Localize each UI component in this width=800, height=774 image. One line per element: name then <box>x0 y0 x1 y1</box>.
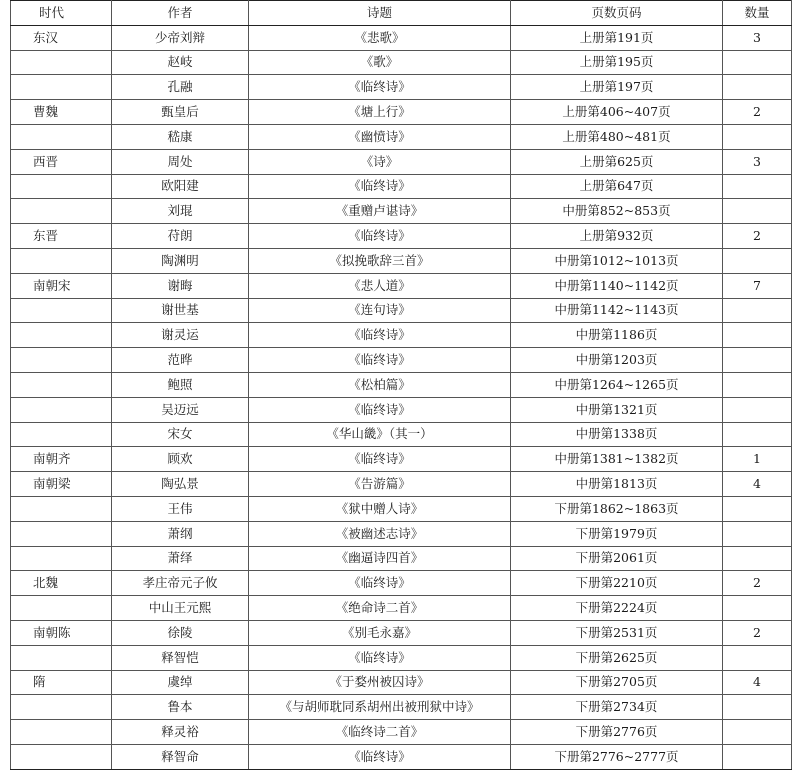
table-row <box>11 149 792 174</box>
table-row <box>11 397 792 422</box>
era-cell: 隋 <box>11 670 112 695</box>
header-era: 时代 <box>11 1 112 26</box>
count-cell <box>723 50 792 75</box>
page-ref-cell: 中册第1140~1142页 <box>511 273 723 298</box>
count-cell <box>723 645 792 670</box>
poem-title-cell: 《临终诗》 <box>249 224 511 249</box>
poem-title-cell: 《塘上行》 <box>249 100 511 125</box>
header-row <box>11 1 792 26</box>
table-row <box>11 620 792 645</box>
table-row <box>11 75 792 100</box>
poem-title-cell: 《临终诗》 <box>249 75 511 100</box>
author-cell: 孝庄帝元子攸 <box>112 571 249 596</box>
table-row <box>11 744 792 769</box>
table-row <box>11 645 792 670</box>
table-row <box>11 124 792 149</box>
page-ref-cell: 下册第1979页 <box>511 521 723 546</box>
table-row <box>11 372 792 397</box>
era-cell <box>11 720 112 745</box>
count-cell <box>723 124 792 149</box>
page-ref-cell: 中册第1381~1382页 <box>511 447 723 472</box>
poem-title-cell: 《临终诗》 <box>249 645 511 670</box>
count-cell <box>723 75 792 100</box>
author-cell: 谢灵运 <box>112 323 249 348</box>
table-body <box>11 25 792 769</box>
era-cell: 东晋 <box>11 224 112 249</box>
era-cell: 南朝陈 <box>11 620 112 645</box>
table-row <box>11 298 792 323</box>
era-cell: 西晋 <box>11 149 112 174</box>
page-ref-cell: 上册第406~407页 <box>511 100 723 125</box>
era-cell: 南朝齐 <box>11 447 112 472</box>
poem-title-cell: 《告游篇》 <box>249 472 511 497</box>
header-pages: 页数页码 <box>511 1 723 26</box>
table-row <box>11 496 792 521</box>
table-row <box>11 472 792 497</box>
poem-title-cell: 《悲人道》 <box>249 273 511 298</box>
count-cell: 2 <box>723 620 792 645</box>
table-row <box>11 571 792 596</box>
author-cell: 释灵裕 <box>112 720 249 745</box>
table-row <box>11 546 792 571</box>
poem-title-cell: 《被幽述志诗》 <box>249 521 511 546</box>
page-ref-cell: 上册第191页 <box>511 25 723 50</box>
count-cell: 4 <box>723 472 792 497</box>
count-cell <box>723 248 792 273</box>
author-cell: 欧阳建 <box>112 174 249 199</box>
poem-title-cell: 《临终诗》 <box>249 571 511 596</box>
count-cell <box>723 323 792 348</box>
count-cell <box>723 720 792 745</box>
author-cell: 少帝刘辩 <box>112 25 249 50</box>
count-cell <box>723 174 792 199</box>
poem-title-cell: 《连句诗》 <box>249 298 511 323</box>
page-ref-cell: 下册第2734页 <box>511 695 723 720</box>
author-cell: 谢世基 <box>112 298 249 323</box>
era-cell <box>11 75 112 100</box>
page-ref-cell: 上册第197页 <box>511 75 723 100</box>
author-cell: 鲍照 <box>112 372 249 397</box>
author-cell: 王伟 <box>112 496 249 521</box>
era-cell <box>11 695 112 720</box>
author-cell: 萧绎 <box>112 546 249 571</box>
author-cell: 徐陵 <box>112 620 249 645</box>
era-cell <box>11 348 112 373</box>
count-cell <box>723 397 792 422</box>
count-cell <box>723 521 792 546</box>
poem-title-cell: 《临终诗二首》 <box>249 720 511 745</box>
author-cell: 苻朗 <box>112 224 249 249</box>
count-cell <box>723 596 792 621</box>
era-cell <box>11 323 112 348</box>
count-cell <box>723 372 792 397</box>
table-row <box>11 348 792 373</box>
page-ref-cell: 上册第195页 <box>511 50 723 75</box>
era-cell: 曹魏 <box>11 100 112 125</box>
count-cell <box>723 422 792 447</box>
table-row <box>11 422 792 447</box>
page-ref-cell: 中册第1813页 <box>511 472 723 497</box>
author-cell: 虞绰 <box>112 670 249 695</box>
poem-title-cell: 《悲歌》 <box>249 25 511 50</box>
page-ref-cell: 中册第852~853页 <box>511 199 723 224</box>
era-cell <box>11 50 112 75</box>
era-cell <box>11 124 112 149</box>
page-ref-cell: 中册第1338页 <box>511 422 723 447</box>
page-ref-cell: 上册第625页 <box>511 149 723 174</box>
count-cell <box>723 199 792 224</box>
count-cell: 2 <box>723 100 792 125</box>
poem-title-cell: 《临终诗》 <box>249 323 511 348</box>
author-cell: 顾欢 <box>112 447 249 472</box>
page-ref-cell: 下册第2531页 <box>511 620 723 645</box>
author-cell: 赵岐 <box>112 50 249 75</box>
era-cell: 南朝梁 <box>11 472 112 497</box>
page-ref-cell: 下册第2705页 <box>511 670 723 695</box>
page-ref-cell: 中册第1264~1265页 <box>511 372 723 397</box>
page-ref-cell: 上册第480~481页 <box>511 124 723 149</box>
era-cell <box>11 496 112 521</box>
author-cell: 释智恺 <box>112 645 249 670</box>
poem-title-cell: 《幽逼诗四首》 <box>249 546 511 571</box>
era-cell <box>11 744 112 769</box>
author-cell: 鲁本 <box>112 695 249 720</box>
era-cell <box>11 298 112 323</box>
author-cell: 嵇康 <box>112 124 249 149</box>
table-row <box>11 720 792 745</box>
author-cell: 陶渊明 <box>112 248 249 273</box>
era-cell <box>11 596 112 621</box>
era-cell <box>11 521 112 546</box>
poem-title-cell: 《狱中赠人诗》 <box>249 496 511 521</box>
header-title: 诗题 <box>249 1 511 26</box>
poem-title-cell: 《幽愤诗》 <box>249 124 511 149</box>
era-cell <box>11 248 112 273</box>
count-cell: 2 <box>723 571 792 596</box>
poem-title-cell: 《华山畿》（其一） <box>249 422 511 447</box>
poem-table <box>10 0 792 770</box>
table-row <box>11 199 792 224</box>
table-row <box>11 50 792 75</box>
count-cell <box>723 744 792 769</box>
page-ref-cell: 下册第2776~2777页 <box>511 744 723 769</box>
era-cell <box>11 645 112 670</box>
page-ref-cell: 中册第1012~1013页 <box>511 248 723 273</box>
page-ref-cell: 上册第932页 <box>511 224 723 249</box>
count-cell <box>723 546 792 571</box>
poem-title-cell: 《于婺州被囚诗》 <box>249 670 511 695</box>
poem-title-cell: 《临终诗》 <box>249 348 511 373</box>
author-cell: 萧纲 <box>112 521 249 546</box>
count-cell: 3 <box>723 149 792 174</box>
page-ref-cell: 下册第2776页 <box>511 720 723 745</box>
page-ref-cell: 中册第1321页 <box>511 397 723 422</box>
table-row <box>11 100 792 125</box>
table-row <box>11 248 792 273</box>
poem-title-cell: 《临终诗》 <box>249 744 511 769</box>
count-cell: 2 <box>723 224 792 249</box>
count-cell: 4 <box>723 670 792 695</box>
poem-title-cell: 《临终诗》 <box>249 397 511 422</box>
table-row <box>11 596 792 621</box>
era-cell: 南朝宋 <box>11 273 112 298</box>
count-cell: 1 <box>723 447 792 472</box>
count-cell <box>723 348 792 373</box>
page-ref-cell: 中册第1203页 <box>511 348 723 373</box>
count-cell <box>723 695 792 720</box>
table-row <box>11 273 792 298</box>
header-author: 作者 <box>112 1 249 26</box>
author-cell: 陶弘景 <box>112 472 249 497</box>
poem-title-cell: 《别毛永嘉》 <box>249 620 511 645</box>
page-ref-cell: 上册第647页 <box>511 174 723 199</box>
count-cell: 3 <box>723 25 792 50</box>
page-ref-cell: 中册第1142~1143页 <box>511 298 723 323</box>
page-ref-cell: 中册第1186页 <box>511 323 723 348</box>
page-ref-cell: 下册第2224页 <box>511 596 723 621</box>
poem-title-cell: 《诗》 <box>249 149 511 174</box>
author-cell: 甄皇后 <box>112 100 249 125</box>
author-cell: 释智命 <box>112 744 249 769</box>
table-row <box>11 323 792 348</box>
page-ref-cell: 下册第2061页 <box>511 546 723 571</box>
page-ref-cell: 下册第1862~1863页 <box>511 496 723 521</box>
author-cell: 刘琨 <box>112 199 249 224</box>
poem-title-cell: 《临终诗》 <box>249 447 511 472</box>
era-cell <box>11 199 112 224</box>
era-cell <box>11 372 112 397</box>
header-count: 数量 <box>723 1 792 26</box>
count-cell <box>723 496 792 521</box>
table-row <box>11 521 792 546</box>
table-row <box>11 25 792 50</box>
count-cell: 7 <box>723 273 792 298</box>
poem-title-cell: 《松柏篇》 <box>249 372 511 397</box>
poem-title-cell: 《临终诗》 <box>249 174 511 199</box>
table-row <box>11 670 792 695</box>
era-cell <box>11 546 112 571</box>
page-ref-cell: 下册第2625页 <box>511 645 723 670</box>
poem-title-cell: 《与胡师耽同系胡州出被刑狱中诗》 <box>249 695 511 720</box>
author-cell: 吴迈远 <box>112 397 249 422</box>
author-cell: 周处 <box>112 149 249 174</box>
author-cell: 孔融 <box>112 75 249 100</box>
era-cell <box>11 174 112 199</box>
table-row <box>11 174 792 199</box>
author-cell: 范晔 <box>112 348 249 373</box>
page-ref-cell: 下册第2210页 <box>511 571 723 596</box>
table-row <box>11 224 792 249</box>
poem-title-cell: 《拟挽歌辞三首》 <box>249 248 511 273</box>
poem-title-cell: 《歌》 <box>249 50 511 75</box>
era-cell <box>11 422 112 447</box>
author-cell: 宋女 <box>112 422 249 447</box>
author-cell: 中山王元熙 <box>112 596 249 621</box>
poem-title-cell: 《绝命诗二首》 <box>249 596 511 621</box>
era-cell: 北魏 <box>11 571 112 596</box>
table-row <box>11 695 792 720</box>
era-cell: 东汉 <box>11 25 112 50</box>
era-cell <box>11 397 112 422</box>
poem-title-cell: 《重赠卢谌诗》 <box>249 199 511 224</box>
count-cell <box>723 298 792 323</box>
table-row <box>11 447 792 472</box>
author-cell: 谢晦 <box>112 273 249 298</box>
